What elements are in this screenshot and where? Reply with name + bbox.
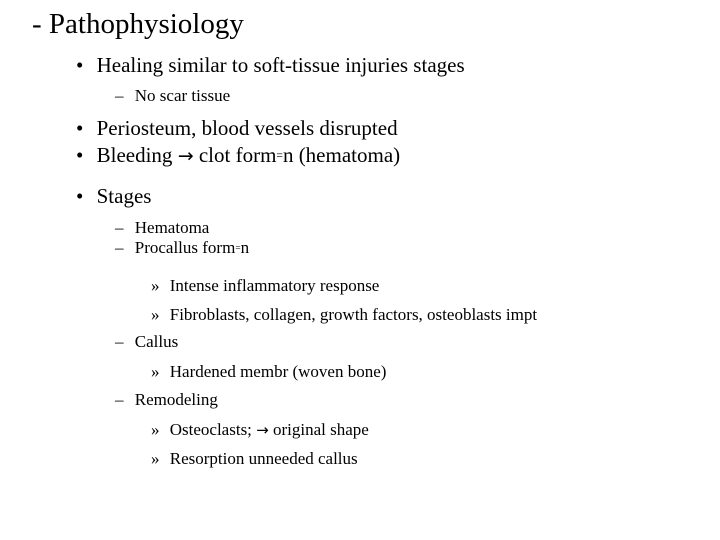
dash-marker: –: [115, 238, 124, 257]
bullet-text: Bleeding: [96, 143, 173, 167]
detail-text: Hardened membr (woven bone): [169, 362, 387, 381]
bullet-marker: •: [76, 143, 84, 167]
detail-fibroblasts: [151, 304, 537, 326]
detail-osteoclasts: [151, 419, 369, 441]
detail-resorption: [151, 448, 358, 470]
bullet-text: Healing similar to soft-tissue injuries stages: [96, 53, 465, 77]
dash-marker: –: [115, 332, 124, 351]
detail-text: Osteoclasts;: [169, 420, 252, 439]
raquo-marker: »: [151, 449, 160, 468]
subitem-callus: [115, 331, 178, 353]
subitem-procallus: [115, 237, 249, 260]
bullet-marker: •: [76, 184, 84, 208]
dash-marker: –: [115, 390, 124, 409]
subitem-text: No scar tissue: [134, 86, 231, 105]
arrow-right-icon: →: [177, 145, 194, 167]
subitem-text: Hematoma: [134, 218, 210, 237]
subitem-hematoma: [115, 217, 209, 239]
bullet-marker: •: [76, 116, 84, 140]
bullet-marker: •: [76, 53, 84, 77]
subitem-text-end: n: [240, 238, 250, 257]
bullet-text-end: n (hematoma): [282, 143, 401, 167]
raquo-marker: »: [151, 362, 160, 381]
dash-marker: –: [115, 86, 124, 105]
detail-text: Intense inflammatory response: [169, 276, 380, 295]
raquo-marker: »: [151, 276, 160, 295]
bullet-periosteum: [76, 115, 398, 141]
slide-title: - Pathophysiology: [32, 8, 244, 40]
dash-marker: –: [115, 218, 124, 237]
subitem-remodeling: [115, 389, 218, 411]
detail-text-continued: original shape: [272, 420, 369, 439]
bullet-text: Periosteum, blood vessels disrupted: [96, 116, 398, 140]
subitem-text: Callus: [134, 332, 179, 351]
detail-text: Resorption unneeded callus: [169, 449, 358, 468]
subitem-text: Remodeling: [134, 390, 218, 409]
subitem-text: Procallus form: [134, 238, 236, 257]
subitem-no-scar: [115, 85, 230, 107]
bullet-text: Stages: [96, 184, 152, 208]
raquo-marker: »: [151, 305, 160, 324]
subscript-equals: =: [276, 150, 283, 163]
bullet-stages: [76, 183, 151, 209]
detail-inflammatory: [151, 275, 379, 297]
detail-hardened: [151, 361, 386, 383]
bullet-healing: [76, 52, 465, 78]
arrow-right-icon: →: [256, 421, 269, 439]
bullet-bleeding: [76, 142, 400, 169]
bullet-text-continued: clot form: [198, 143, 277, 167]
subscript-equals: =: [235, 243, 241, 254]
raquo-marker: »: [151, 420, 160, 439]
detail-text: Fibroblasts, collagen, growth factors, osteoblasts impt: [169, 305, 538, 324]
